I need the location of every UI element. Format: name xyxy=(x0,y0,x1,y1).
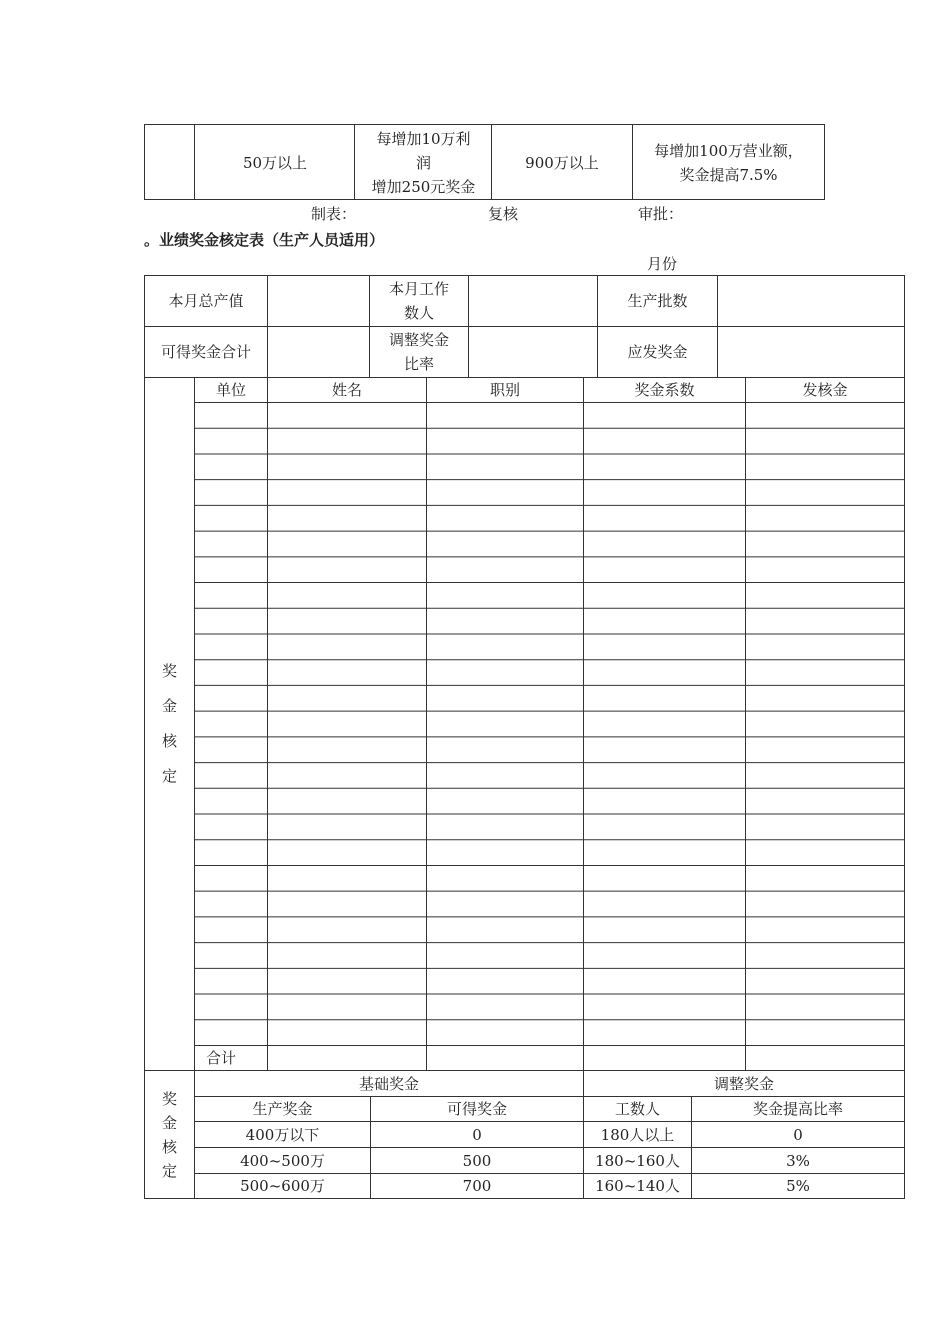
profit-rule-line-3: 增加250元奖金 xyxy=(371,177,476,196)
subheader-production-bonus: 生产奖金 xyxy=(252,1100,313,1118)
detail-vertical-label xyxy=(145,378,194,1070)
base-bonus-header: 基础奖金 xyxy=(358,1074,419,1093)
revenue-rule-line-2: 奖金提高7.5% xyxy=(679,165,778,184)
label-workers xyxy=(370,276,468,326)
label-adjust-rate xyxy=(370,327,468,377)
rate-row-3-rate: 5% xyxy=(786,1177,810,1195)
signoff-review: 复核 xyxy=(488,205,519,223)
signoff-maker: 制表： xyxy=(311,205,357,223)
signoff-approve: 审批： xyxy=(638,205,684,223)
subheader-increase-rate: 奖金提高比率 xyxy=(752,1100,843,1118)
label-batches: 生产批数 xyxy=(627,292,688,310)
label-adjust-rate-line-1: 调整奖金 xyxy=(388,331,449,349)
month-label: 月份 xyxy=(647,255,678,273)
adjust-bonus-header: 调整奖金 xyxy=(713,1074,774,1093)
rate-row-1-production: 400万以下 xyxy=(245,1125,320,1144)
profit-rule-line-2: 润 xyxy=(415,153,431,172)
bottom-vertical-char-3: 核 xyxy=(161,1137,177,1156)
label-payable-bonus: 应发奖金 xyxy=(627,343,688,361)
rate-row-2-rate: 3% xyxy=(786,1151,810,1170)
rate-row-3-production: 500~600万 xyxy=(240,1177,325,1195)
label-total-output: 本月总产值 xyxy=(168,292,244,310)
detail-vertical-char-3: 核 xyxy=(161,732,177,750)
value-payable-bonus[interactable] xyxy=(718,327,904,377)
col-header-unit: 单位 xyxy=(215,381,246,399)
label-workers-line-1: 本月工作 xyxy=(388,280,449,298)
value-workers[interactable] xyxy=(469,276,597,326)
rate-row-1-rate: 0 xyxy=(793,1125,803,1144)
rate-row-1-workers: 180人以上 xyxy=(600,1125,675,1144)
subheader-worker-count: 工数人 xyxy=(614,1100,660,1118)
rate-row-2-workers: 180~160人 xyxy=(595,1151,680,1170)
col-header-name: 姓名 xyxy=(331,381,362,399)
label-adjust-rate-line-2: 比率 xyxy=(403,355,434,373)
label-bonus-total: 可得奖金合计 xyxy=(160,343,251,361)
value-adjust-rate[interactable] xyxy=(469,327,597,377)
col-header-bonus-paid: 发核金 xyxy=(802,381,848,399)
rate-row-3-workers: 160~140人 xyxy=(595,1177,680,1195)
rate-row-2-bonus: 500 xyxy=(462,1151,492,1170)
section-title: 。业绩奖金核定表（生产人员适用） xyxy=(144,231,385,249)
col-header-bonus-coefficient: 奖金系数 xyxy=(634,381,695,399)
top-cell-threshold: 50万以上 xyxy=(242,153,308,172)
bottom-vertical-label xyxy=(145,1071,194,1198)
revenue-rule-line-1: 每增加100万营业额， xyxy=(654,141,803,160)
detail-vertical-char-1: 奖 xyxy=(161,662,177,680)
bottom-vertical-char-1: 奖 xyxy=(161,1089,177,1108)
subheader-available-bonus: 可得奖金 xyxy=(446,1100,507,1118)
bottom-vertical-char-4: 定 xyxy=(161,1161,177,1180)
top-cell-revenue-threshold: 900万以上 xyxy=(525,153,599,172)
bottom-vertical-char-2: 金 xyxy=(161,1113,177,1132)
detail-total-label: 合计 xyxy=(206,1049,237,1067)
value-total-output[interactable] xyxy=(268,276,369,326)
value-batches[interactable] xyxy=(718,276,904,326)
rate-row-2-production: 400~500万 xyxy=(240,1151,325,1170)
profit-rule-line-1: 每增加10万利 xyxy=(376,129,471,148)
value-bonus-total[interactable] xyxy=(268,327,369,377)
col-header-position: 职别 xyxy=(489,381,520,399)
rate-row-1-bonus: 0 xyxy=(472,1125,482,1144)
rate-row-3-bonus: 700 xyxy=(462,1177,492,1195)
detail-vertical-char-2: 金 xyxy=(161,697,177,715)
detail-vertical-char-4: 定 xyxy=(161,767,177,785)
label-workers-line-2: 数人 xyxy=(403,304,434,322)
